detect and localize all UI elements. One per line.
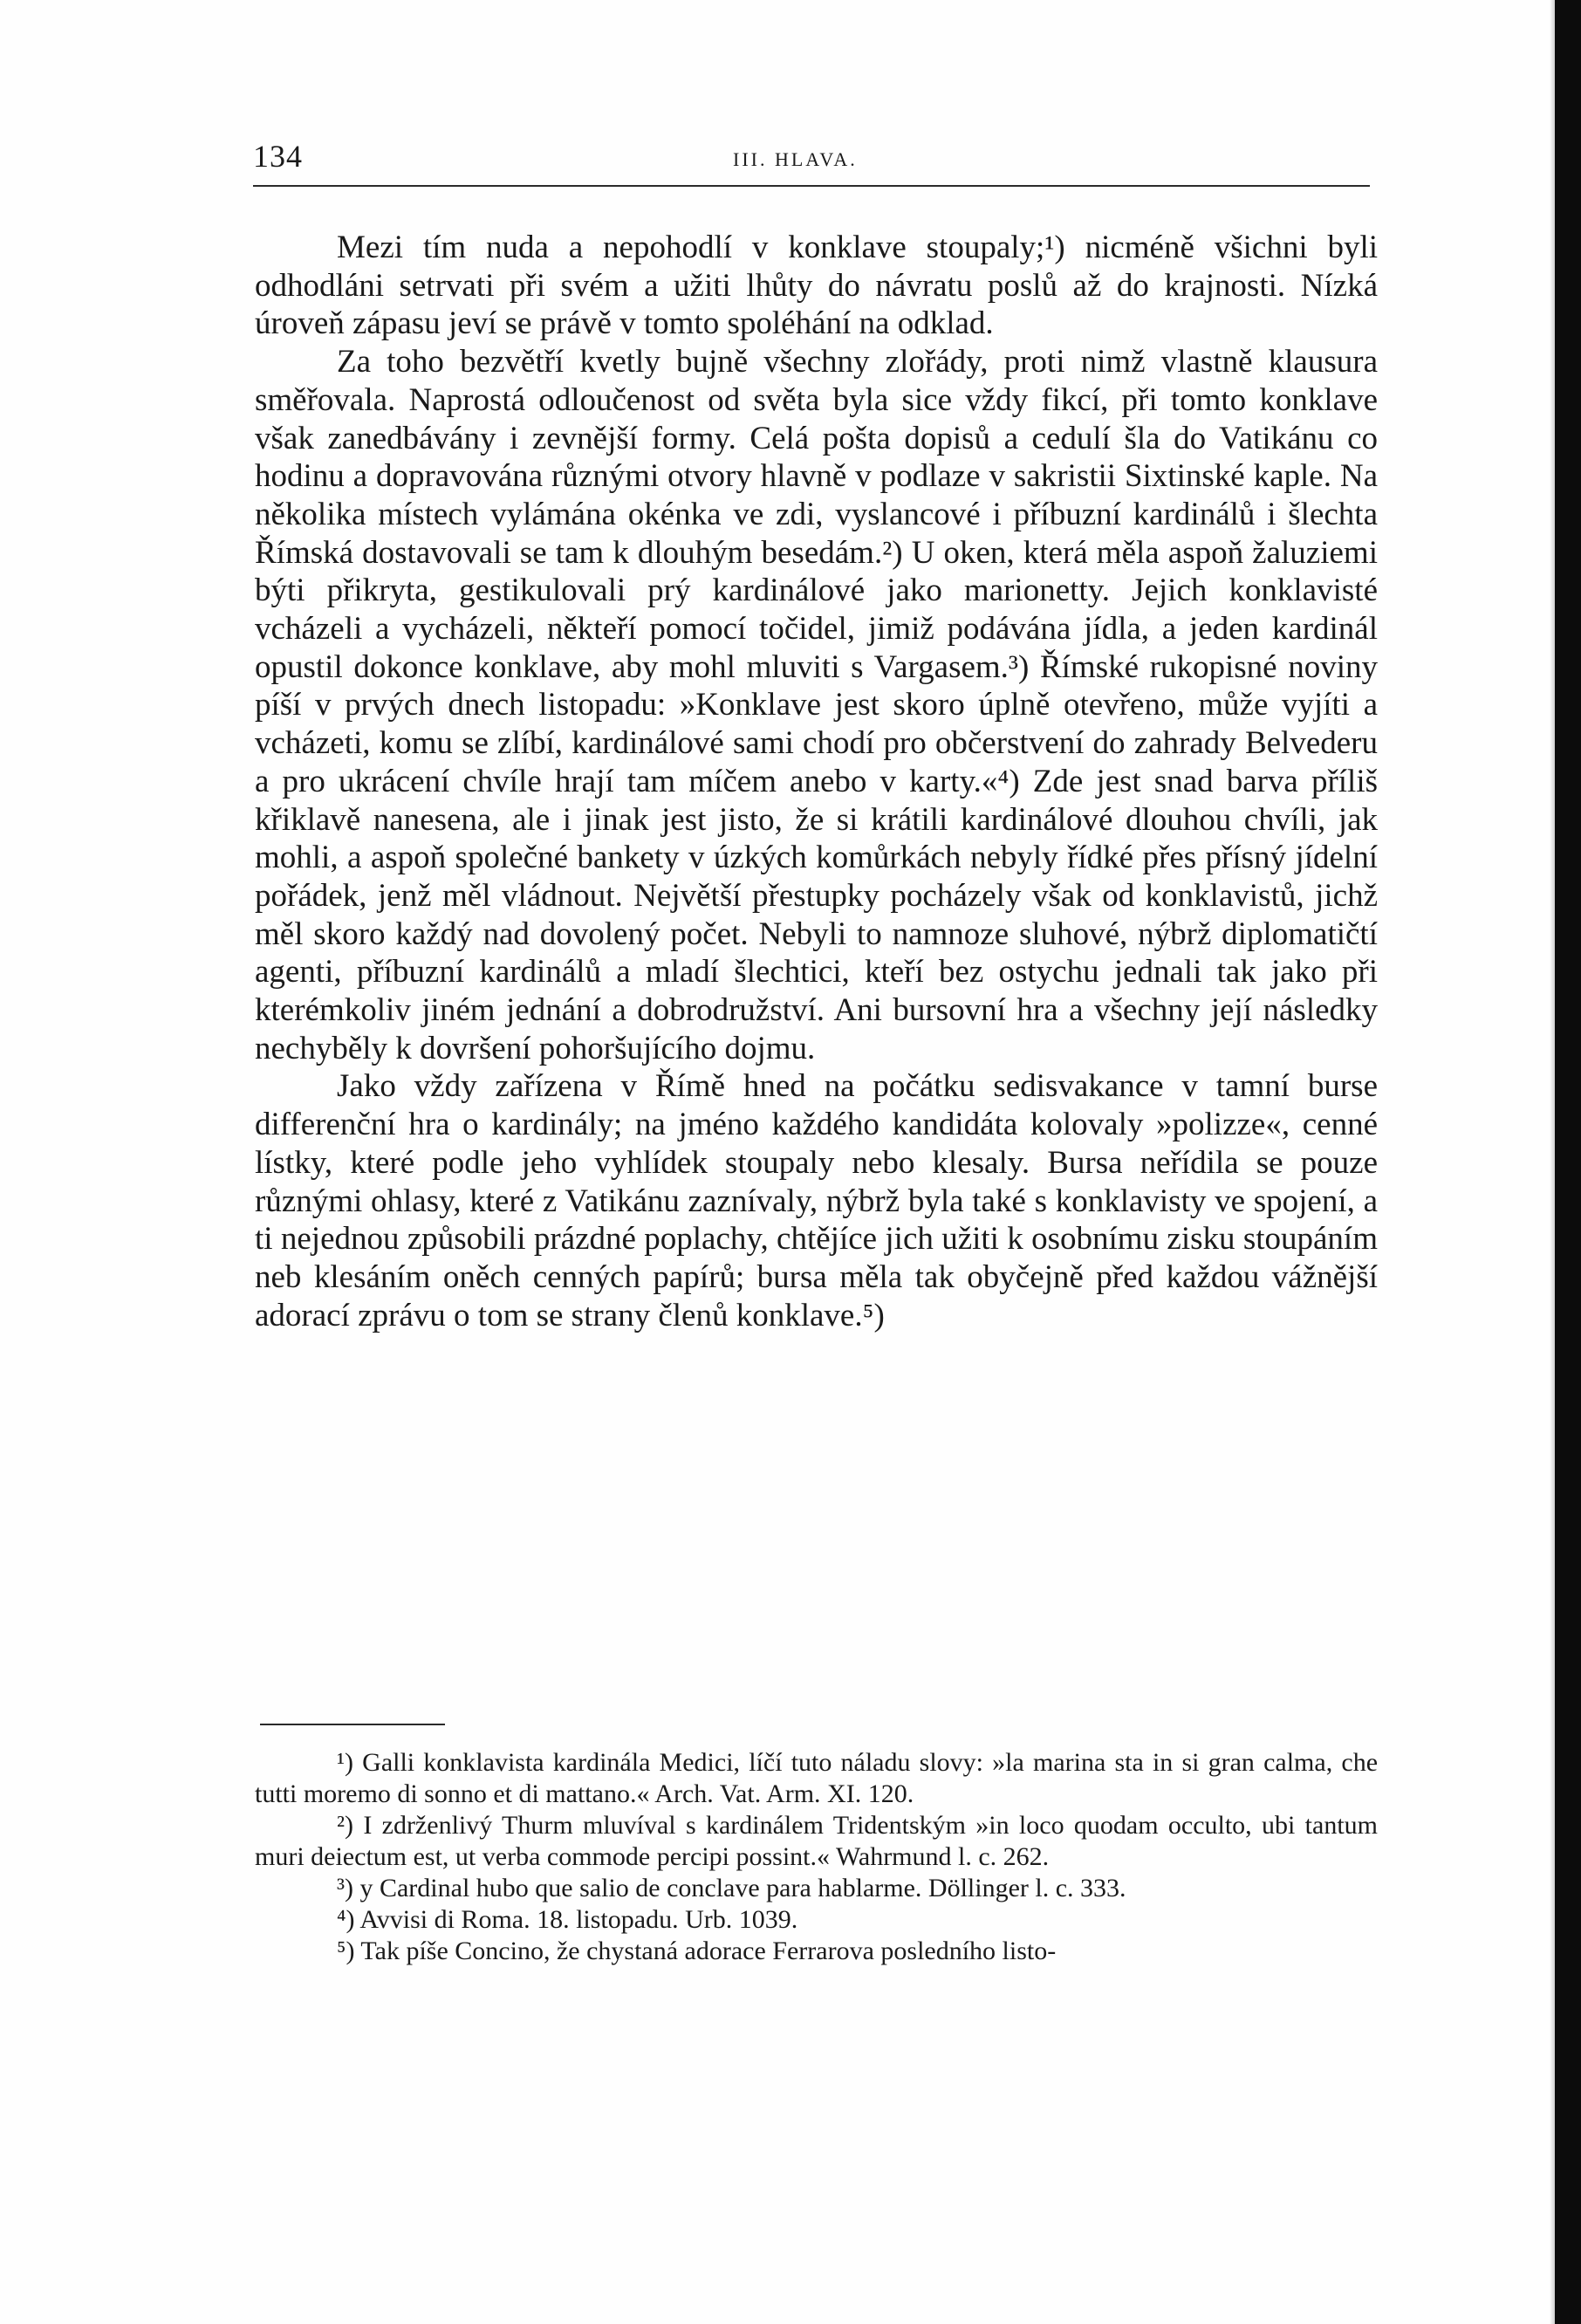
paragraph: Za toho bezvětří kvetly bujně všechny zlořády, proti nimž vlastně klausura směřovala. Naprostá odloučenost od světa byla sice vždy fikcí, při tomto konklave však zanedbávány i zevnější formy. Celá pošta dopisů a cedulí šla do Vatikánu co hodinu a dopravována různými otvory hlavně v podlaze v sakristii Sixtinské kaple. Na několika místech vylámána okénka ve zdi, vyslancové i příbuzní kardinálů i šlechta Římská dostavovali se tam k dlouhým besedám.²) U oken, která měla aspoň žaluziemi býti přikryta, gestikulovali prý kardinálové jako marionetty. Jejich konklavisté vcházeli a vycházeli, někteří pomocí točidel, jimiž podávána jídla, a jeden kardinál opustil dokonce konklave, aby mohl mluviti s Vargasem.³) Římské rukopisné noviny píší v prvých dnech listopadu: »Konklave jest skoro úplně otevřeno, může vyjíti a vcházeti, komu se zlíbí, kardinálové sami chodí pro občerstvení do zahrady Belvederu a pro ukrácení chvíle hrají tam míčem anebo v karty.«⁴) Zde jest snad barva příliš křiklavě nanesena, ale i jinak jest jisto, že si krátili kardinálové dlouhou chvíli, jak mohli, a aspoň společné bankety v úzkých komůrkách nebyly řídké přes přísný jídelní pořádek, jenž měl vládnout. Největší přestupky pocházely však od konklavistů, jichž měl skoro každý nad dovolený počet. Nebyli to namnoze sluhové, nýbrž diplomatičtí agenti, příbuzní kardinálů a mladí šlechtici, kteří bez ostychu jednali tak jako při kterémkoliv jiném jednání a dobrodružství. Ani bursovní hra a všechny její následky nechyběly k dovršení pohoršujícího dojmu. bbox=[255, 344, 1378, 1066]
footnotes bbox=[255, 1747, 1378, 1967]
footnote-mark: ⁴) bbox=[337, 1905, 355, 1934]
footnote bbox=[255, 1904, 1378, 1936]
footnote bbox=[255, 1747, 1378, 1810]
scan-border bbox=[1555, 0, 1581, 2324]
footnote bbox=[255, 1810, 1378, 1873]
footnote-mark: ⁵) bbox=[337, 1937, 355, 1965]
page-number: 134 bbox=[253, 139, 303, 174]
main-text bbox=[255, 229, 1378, 1334]
running-head: III. HLAVA. bbox=[733, 148, 858, 170]
footnote-mark: ¹) bbox=[337, 1748, 353, 1777]
footnote-separator bbox=[260, 1724, 445, 1725]
footnote bbox=[255, 1936, 1378, 1967]
footnote bbox=[255, 1873, 1378, 1904]
footnote-text: Galli konklavista kardinála Medici, líčí tuto náladu slovy: »la marina sta in si gran calma, che tutti moremo di sonno et di mattano.« Arch. Vat. Arm. XI. 120. bbox=[255, 1748, 1379, 1808]
page-header bbox=[253, 138, 1370, 190]
footnote-text: Avvisi di Roma. 18. listopadu. Urb. 1039. bbox=[359, 1905, 798, 1934]
footnote-mark: ³) bbox=[337, 1874, 353, 1902]
footnote-mark: ²) bbox=[337, 1811, 353, 1840]
footnote-text: I zdrženlivý Thurm mluvíval s kardinálem Tridentským »in loco quodam occulto, ubi tantum muri deiectum est, ut verba commode percipi possint.« Wahrmund l. c. 262. bbox=[255, 1811, 1378, 1871]
footnote-text: y Cardinal hubo que salio de conclave para hablarme. Döllinger l. c. 333. bbox=[359, 1874, 1126, 1902]
footnote-text: Tak píše Concino, že chystaná adorace Ferrarova posledního listo- bbox=[360, 1937, 1057, 1965]
header-rule bbox=[253, 185, 1370, 187]
paragraph: Jako vždy zařízena v Římě hned na počátku sedisvakance v tamní burse differenční hra o kardinály; na jméno každého kandidáta kolovaly »polizze«, cenné lístky, které podle jeho vyhlídek stoupaly nebo klesaly. Bursa neřídila se pouze různými ohlasy, které z Vatikánu zaznívaly, nýbrž byla také s konklavisty ve spojení, a ti nejednou způsobili prázdné poplachy, chtějíce jich užiti k osobnímu zisku stoupáním neb klesáním oněch cenných papírů; bursa měla tak obyčejně před každou vážnější adorací zprávu o tom se strany členů konklave.⁵) bbox=[255, 1068, 1378, 1333]
paragraph: Mezi tím nuda a nepohodlí v konklave stoupaly;¹) nicméně všichni byli odhodláni setrvati při svém a užiti lhůty do návratu poslů až do krajnosti. Nízká úroveň zápasu jeví se právě v tomto spoléhání na odklad. bbox=[255, 230, 1378, 342]
